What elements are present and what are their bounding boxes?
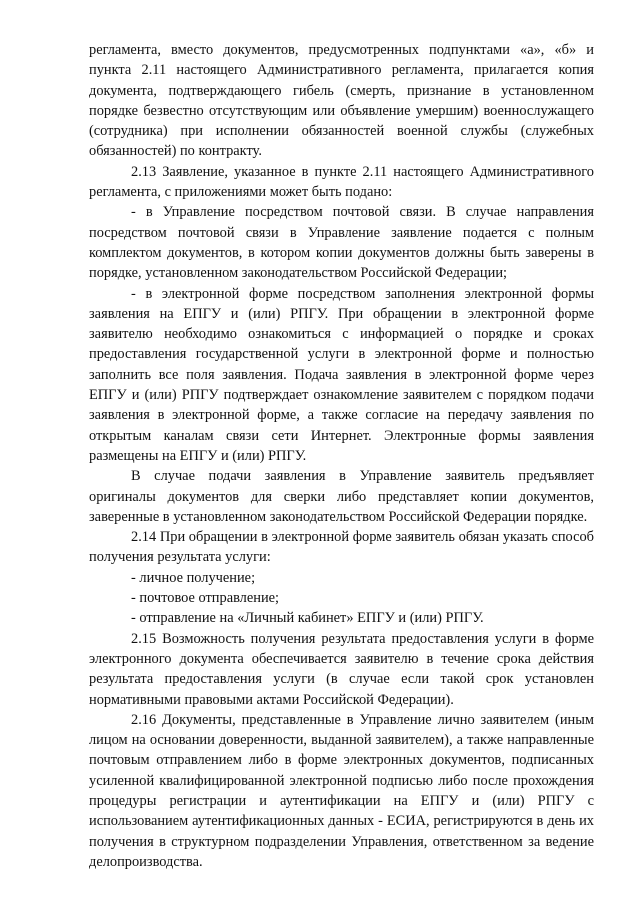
list-item-mail: - почтовое отправление; xyxy=(131,590,280,607)
list-item-personal: - личное получение; xyxy=(131,569,256,586)
paragraph-2-13: 2.13 Заявление, указанное в пункте 2.11 настоящего Административного регламента, с приложениями может быть подано: xyxy=(89,163,594,201)
list-item-postal: - в Управление посредством почтовой связи. В случае направления посредством почтовой связи в Управление заявление подается с полным комплектом документов, в котором копии документов должны быть заверены в порядке, установленном законодательством Российской Федерации; xyxy=(89,204,594,282)
paragraph-continuation: регламента, вместо документов, предусмотренных подпунктами «а», «б» и пункта 2.11 настоящего Административного регламента, прилагается копия документа, подтверждающего гибель (смерть, признание в установленном порядке безвестно отсутствующим или объявление умершим) военнослужащего (сотрудника) при исполнении обязанностей военной службы (служебных обязанностей) по контракту. xyxy=(89,42,594,160)
paragraph-2-14: 2.14 При обращении в электронной форме заявитель обязан указать способ получения результата услуги: xyxy=(89,529,594,566)
paragraph-2-16: 2.16 Документы, представленные в Управление лично заявителем (иным лицом на основании доверенности, выданной заявителем), а также направленные почтовым отправлением либо в форме электронных документов, подписанных усиленной квалифицированной электронной подписью либо после прохождения процедуры регистрации и аутентификации на ЕПГУ и (или) РПГУ с использованием аутентификационных данных - ЕСИА, регистрируются в день их получения в структурном подразделении Управления, ответственном за ведение делопроизводства. xyxy=(89,711,594,870)
list-item-electronic: - в электронной форме посредством заполнения электронной формы заявления на ЕПГУ и (или) РПГУ. При обращении в электронной форме заявителю необходимо ознакомиться с информацией о порядке и сроках предоставления государственной услуги в электронной форме и полностью заполнить все поля заявления. Подача заявления в электронной форме через ЕПГУ и (или) РПГУ подтверждает ознакомление заявителем с порядком подачи заявления в электронной форме, а также согласие на передачу заявления по открытым каналам связи сети Интернет. Электронные формы заявления размещены на ЕПГУ и (или) РПГУ. xyxy=(89,285,594,464)
paragraph-originals: В случае подачи заявления в Управление заявитель предъявляет оригиналы документов для сверки либо представляет копии документов, заверенные в установленном законодательством Российской Федерации порядке. xyxy=(89,468,594,525)
document-page xyxy=(89,40,594,872)
paragraph-2-15: 2.15 Возможность получения результата предоставления услуги в форме электронного документа обеспечивается заявителю в течение срока действия результата предоставления услуги (в случае если такой срок установлен нормативными правовыми актами Российской Федерации). xyxy=(89,630,594,708)
list-item-cabinet: - отправление на «Личный кабинет» ЕПГУ и (или) РПГУ. xyxy=(131,610,484,627)
